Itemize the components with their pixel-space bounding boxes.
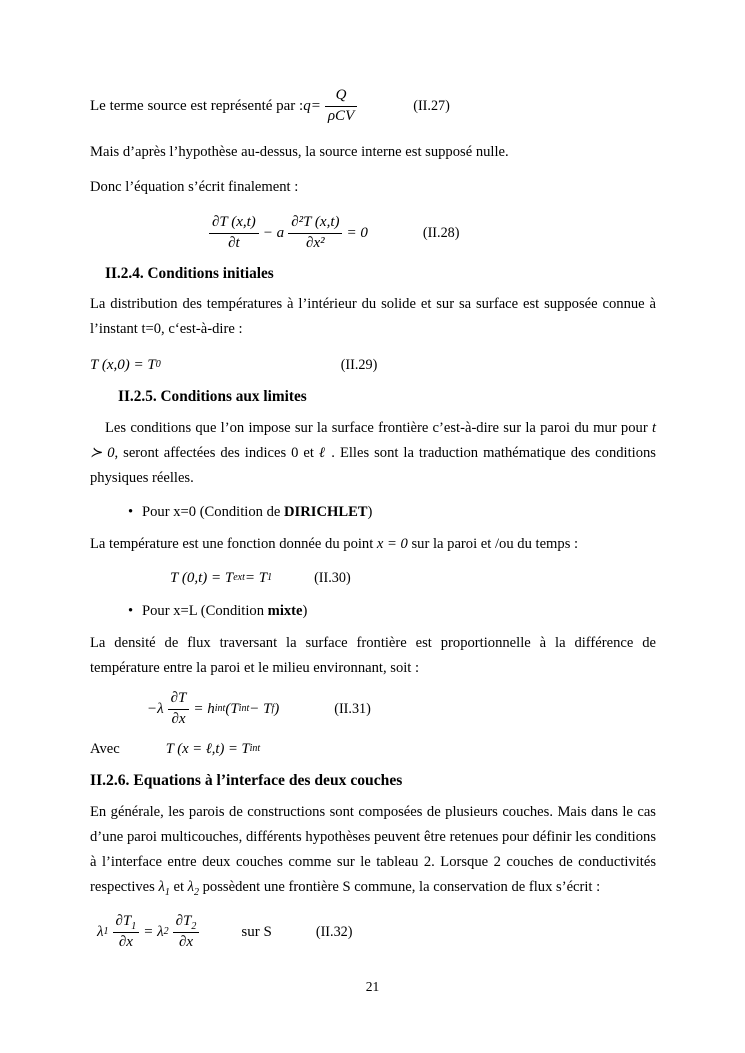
eq31-minus-T: − T: [249, 700, 272, 717]
lambda1-math: λ: [158, 879, 165, 895]
eq31-lhs: −λ: [147, 700, 164, 717]
eq32-label: (II.32): [315, 923, 353, 940]
generale-text-3: possèdent une frontière S commune, la conservation de flux s’écrit :: [198, 879, 601, 895]
eq28-label: (II.28): [422, 224, 460, 241]
eq32-f1-num-sub: 1: [131, 921, 137, 933]
equation-II-32: λ 1 $\frac{\partial T_1}{\partial x}$ = λ 2 $\frac{\partial T_2}{\partial x}$ sur S (II.32): [97, 913, 353, 950]
bullet-icon: •: [128, 504, 134, 520]
avec-line: Avec T (x = ℓ,t) = T int: [90, 740, 261, 757]
avec-equation: T (x = ℓ,t) = T: [165, 740, 250, 757]
bullet2-bold: mixte: [267, 603, 303, 619]
bullet1-text: Pour x=0 (Condition de: [142, 504, 285, 520]
eq32-f2-denominator: ∂x: [178, 933, 194, 950]
eq32-f1-numerator: [113, 913, 140, 932]
eq29-main: T (x,0) = T: [90, 356, 156, 373]
page-content: [90, 84, 656, 955]
paragraph-donc: Donc l’équation s’écrit finalement :: [90, 179, 299, 195]
bullet1-close: ): [367, 504, 373, 520]
eq31-h: = h: [193, 700, 215, 717]
eq28-f1-denominator: ∂t: [228, 234, 240, 251]
bullet-icon: •: [128, 603, 134, 619]
paragraph-distribution: La distribution des températures à l’intérieur du solide et sur sa surface est supposée connue à l’instant t=0, c‘est-à-dire :: [90, 296, 656, 337]
eq32-f2-num-text: ∂T: [175, 913, 192, 930]
eq31-numerator: ∂T: [168, 690, 190, 709]
paragraph-source-term: [90, 84, 656, 128]
eq32-fraction-1: [113, 913, 140, 951]
eq30-part2: = T: [244, 569, 268, 586]
eq29-label: (II.29): [340, 356, 378, 373]
eq32-f2-numerator: [173, 913, 200, 932]
eq30-label: (II.30): [314, 569, 351, 586]
eq31-close-paren: ): [274, 700, 280, 717]
heading-II-2-5: II.2.5. Conditions aux limites: [118, 388, 307, 405]
eq28-fraction-1: [209, 214, 259, 252]
paragraph-conditions-limites: [90, 416, 656, 491]
temperature-text-1: La température est une fonction donnée du point: [90, 536, 377, 552]
bullet1-bold: DIRICHLET: [284, 504, 368, 520]
eq32-fraction-2: [173, 913, 200, 951]
paragraph-densite-flux: La densité de flux traversant la surface frontière est proportionnelle à la différence de température entre la paroi et le milieu environnant, soit :: [90, 635, 656, 676]
eq27-fraction: [325, 87, 357, 125]
source-term-text: Le terme source est représenté par :: [90, 97, 304, 114]
eq28-fraction-2: [288, 214, 342, 252]
equation-II-28: [205, 210, 656, 256]
eq28-f2-numerator: ∂²T (x,t): [288, 214, 342, 233]
ell-symbol: ℓ: [318, 445, 327, 461]
heading-II-2-4: II.2.4. Conditions initiales: [105, 265, 274, 282]
page-number: 21: [365, 979, 380, 994]
eq27-lhs: q: [303, 97, 311, 114]
eq31-denominator: ∂x: [171, 710, 186, 727]
conditions-text-1: Les conditions que l’on impose sur la surface frontière c’est-à-dire sur la paroi du mur pour: [105, 420, 652, 436]
conditions-text-3: . Elles sont la traduction mathématique des conditions physiques réelles.: [90, 445, 656, 486]
bullet-mixte: [128, 600, 656, 622]
avec-text: Avec: [90, 740, 120, 757]
eq32-lambda1: λ: [97, 923, 104, 940]
temperature-text-2: sur la paroi et /ou du temps :: [407, 536, 579, 552]
eq31-fraction: [168, 690, 190, 728]
paragraph-hypothesis: Mais d’après l’hypothèse au-dessus, la source interne est supposé nulle.: [90, 144, 509, 160]
eq31-paren-T: (T: [225, 700, 239, 717]
eq27-numerator: Q: [325, 87, 357, 106]
equation-II-30: T (0,t) = T ext = T 1 (II.30): [170, 569, 351, 586]
lambda1-sub: 1: [164, 886, 170, 898]
eq27-equals: =: [310, 97, 321, 114]
eq28-rhs: = 0: [346, 224, 368, 241]
eq28-operator: − a: [262, 224, 285, 241]
eq32-sur-S: sur S: [241, 923, 272, 940]
equation-II-29: T (x,0) = T 0 (II.29): [90, 356, 378, 373]
paragraph-generale: [90, 800, 656, 900]
bullet2-text: Pour x=L (Condition: [142, 603, 268, 619]
eq32-f2-num-sub: 2: [191, 921, 197, 933]
eq28-f1-numerator: ∂T (x,t): [209, 214, 259, 233]
t-greater-zero-math: t ≻ 0: [90, 420, 656, 461]
eq31-label: (II.31): [334, 700, 371, 717]
x-equals-zero-math: x = 0: [376, 536, 408, 552]
heading-II-2-6: II.2.6. Equations à l’interface des deux couches: [90, 772, 403, 789]
equation-II-31: −λ $\frac{\partial T}{\partial x}$ = h int (T int − T f ) (II.31): [147, 690, 371, 727]
conditions-text-2: , seront affectées des indices 0 et: [114, 445, 319, 461]
eq30-part1: T (0,t) = T: [170, 569, 234, 586]
eq32-f1-num-text: ∂T: [115, 913, 132, 930]
eq27-label: (II.27): [413, 97, 450, 114]
eq32-f1-denominator: ∂x: [118, 933, 133, 950]
paragraph-temperature: [90, 532, 656, 557]
eq27-denominator: ρCV: [327, 107, 355, 124]
lambda2-sub: 2: [193, 886, 199, 898]
eq28-f2-denominator: ∂x²: [306, 234, 325, 251]
eq32-equals-lambda2: = λ: [143, 923, 164, 940]
bullet2-close: ): [302, 603, 308, 619]
bullet-dirichlet: [128, 501, 656, 523]
lambda2-math: λ: [187, 879, 194, 895]
generale-text-1: En générale, les parois de constructions sont composées de plusieurs couches. Mais dans le cas d’une paroi multicouches, différents hypothèses peuvent être retenues pour définir les conditions à l’interface entre deux couches comme sur le tableau 2. Lorsque 2 couches de conductivités respectives: [90, 804, 656, 895]
generale-text-2: et: [169, 879, 188, 895]
